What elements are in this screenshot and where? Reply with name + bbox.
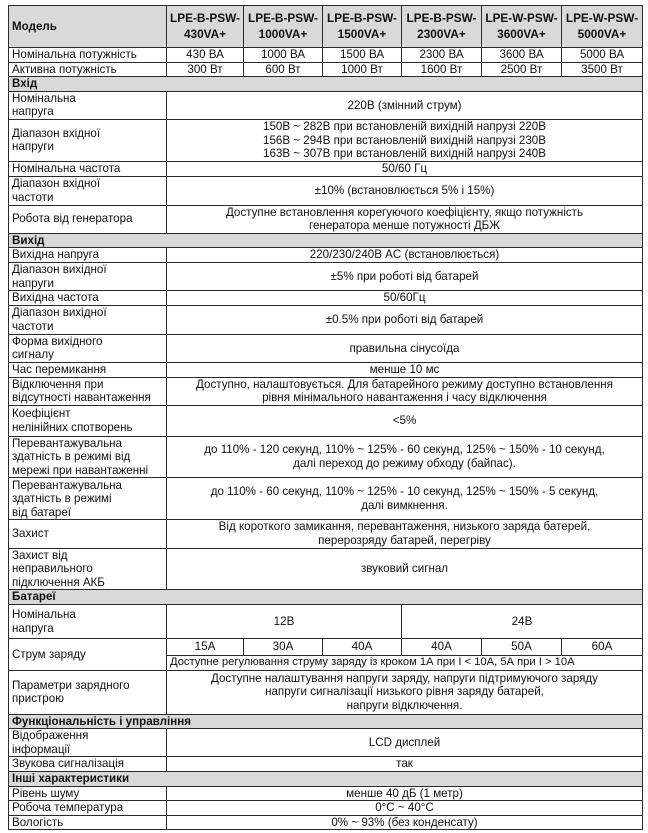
row-value: так — [167, 757, 643, 772]
cell: 30А — [244, 639, 323, 656]
cell: 5000 ВА — [562, 48, 643, 63]
spec-row — [9, 91, 643, 119]
section-title: Батареї — [9, 590, 643, 605]
spec-row — [9, 176, 643, 205]
row-value: Від короткого замикання, перевантаження, низького заряда батерей, перерозряду батарей, перегріву — [167, 520, 643, 548]
section-battery — [9, 590, 643, 605]
row-label: Звукова сигналізація — [9, 757, 167, 772]
spec-row — [9, 786, 643, 801]
row-value: 220В (змінний струм) — [167, 91, 643, 119]
spec-row — [9, 377, 643, 405]
row-value: <5% — [167, 405, 643, 436]
row-value: 220/230/240В AC (встановлюється) — [167, 248, 643, 263]
spec-row — [9, 262, 643, 290]
spec-row — [9, 548, 643, 590]
section-functions — [9, 714, 643, 729]
section-other — [9, 772, 643, 787]
row-value: Доступне встановлення корегуючого коефіцієнту, якщо потужність генератора менше потужності ДБЖ — [167, 205, 643, 233]
row-label: Вихідна частота — [9, 291, 167, 306]
row-label: Відключення при відсутності навантаження — [9, 377, 167, 405]
cell: 600 Вт — [244, 62, 323, 77]
spec-row — [9, 362, 643, 377]
section-title: Вихід — [9, 233, 643, 248]
cell: 60А — [562, 639, 643, 656]
row-label: Діапазон вихідної частоти — [9, 305, 167, 334]
row-value: звуковий сигнал — [167, 548, 643, 590]
row-value: LCD дисплей — [167, 729, 643, 757]
row-value: ±5% при роботі від батарей — [167, 262, 643, 290]
row-value: менше 40 дБ (1 метр) — [167, 786, 643, 801]
row-label: Робоча температура — [9, 801, 167, 816]
row-value: ±10% (встановлюється 5% і 15%) — [167, 176, 643, 205]
row-label: Струм заряду — [9, 639, 167, 671]
model-header: LPE-B-PSW- 2300VA+ — [402, 6, 482, 48]
row-value: правильна сінусоїда — [167, 334, 643, 362]
cell: 15А — [167, 639, 244, 656]
charge-current-row — [9, 639, 643, 656]
cell: 2300 ВА — [402, 48, 482, 63]
cell: 2500 Вт — [482, 62, 562, 77]
row-label: Форма вихідного сигналу — [9, 334, 167, 362]
row-value: до 110% - 60 секунд, 110% ~ 125% - 10 секунд, 125% ~ 150% - 5 секунд, далі вимкнення. — [167, 478, 643, 520]
model-header: LPE-B-PSW- 430VA+ — [167, 6, 244, 48]
battery-voltage-12v: 12В — [167, 605, 402, 639]
row-value: Доступно, налаштовується. Для батарейного режиму доступно встановлення рівня мінімального навантаження і часу відключення — [167, 377, 643, 405]
charge-note: Доступне регулювання струму заряду із кроком 1А при I < 10А, 5А при I > 10А — [167, 656, 643, 671]
cell: 40А — [402, 639, 482, 656]
cell: 1500 ВА — [323, 48, 402, 63]
nominal-power-row — [9, 48, 643, 63]
spec-row — [9, 729, 643, 757]
spec-row — [9, 757, 643, 772]
spec-row — [9, 161, 643, 176]
row-value: до 110% - 120 секунд, 110% ~ 125% - 60 секунд, 125% ~ 150% - 10 секунд, далі переход до режиму обходу (байпас). — [167, 436, 643, 478]
row-label: Захист — [9, 520, 167, 548]
row-value: 0°C ~ 40°C — [167, 801, 643, 816]
row-value: 150В ~ 282В при встановленій вихідній напрузі 220В 156В ~ 294В при встановленій вихідній напрузі 230В 163В ~ 307В при встановленій вихідній напрузі 240В — [167, 119, 643, 161]
spec-row — [9, 205, 643, 233]
cell: 40А — [323, 639, 402, 656]
row-label: Діапазон вхідної напруги — [9, 119, 167, 161]
cell: 1000 ВА — [244, 48, 323, 63]
cell: 300 Вт — [167, 62, 244, 77]
row-label: Рівень шуму — [9, 786, 167, 801]
header-row — [9, 6, 643, 48]
row-label: Вихідна напруга — [9, 248, 167, 263]
spec-table — [8, 5, 643, 830]
spec-row — [9, 305, 643, 334]
row-value: ±0.5% при роботі від батарей — [167, 305, 643, 334]
row-label: Номінальна потужність — [9, 48, 167, 63]
spec-row — [9, 119, 643, 161]
spec-row — [9, 248, 643, 263]
cell: 3500 Вт — [562, 62, 643, 77]
section-output — [9, 233, 643, 248]
section-title: Функціональність і управління — [9, 714, 643, 729]
row-label: Номінальна частота — [9, 161, 167, 176]
row-label: Параметри зарядного пристрою — [9, 670, 167, 714]
cell: 3600 ВА — [482, 48, 562, 63]
spec-row — [9, 801, 643, 816]
section-input — [9, 77, 643, 92]
spec-row — [9, 405, 643, 436]
spec-row — [9, 436, 643, 478]
battery-voltage-row — [9, 605, 643, 639]
row-label: Коефіцієнт нелінійних спотворень — [9, 405, 167, 436]
row-value: 0% ~ 93% (без конденсату) — [167, 815, 643, 830]
cell: 50А — [482, 639, 562, 656]
row-label: Вологість — [9, 815, 167, 830]
row-label: Робота від генератора — [9, 205, 167, 233]
battery-voltage-24v: 24В — [402, 605, 643, 639]
spec-row — [9, 478, 643, 520]
model-header: LPE-B-PSW- 1500VA+ — [323, 6, 402, 48]
row-value: Доступне налаштування напруги заряду, напруги підтримуючого заряду напруги сигналізації низького рівня заряду батарей, напруги відключення. — [167, 670, 643, 714]
model-header: LPE-W-PSW- 3600VA+ — [482, 6, 562, 48]
model-header: LPE-B-PSW- 1000VA+ — [244, 6, 323, 48]
cell: 1000 Вт — [323, 62, 402, 77]
row-label: Відображення інформації — [9, 729, 167, 757]
spec-row — [9, 520, 643, 548]
row-label: Номінальна напруга — [9, 91, 167, 119]
model-header: LPE-W-PSW- 5000VA+ — [562, 6, 643, 48]
spec-row — [9, 815, 643, 830]
active-power-row — [9, 62, 643, 77]
row-value: 50/60 Гц — [167, 161, 643, 176]
row-label: Перевантажувальна здатність в режимі від мережі при навантаженні — [9, 436, 167, 478]
row-label: Діапазон вхідної частоти — [9, 176, 167, 205]
cell: 1600 Вт — [402, 62, 482, 77]
section-title: Інші характеристики — [9, 772, 643, 787]
row-label: Захист від неправильного підключення АКБ — [9, 548, 167, 590]
cell: 430 ВА — [167, 48, 244, 63]
row-value: менше 10 мс — [167, 362, 643, 377]
charger-params-row — [9, 670, 643, 714]
row-label: Перевантажувальна здатність в режимі від батареї — [9, 478, 167, 520]
row-label: Активна потужність — [9, 62, 167, 77]
spec-row — [9, 291, 643, 306]
row-value: 50/60Гц — [167, 291, 643, 306]
row-label: Час перемикання — [9, 362, 167, 377]
section-title: Вхід — [9, 77, 643, 92]
row-label: Номінальна напруга — [9, 605, 167, 639]
row-label: Діапазон вихідної напруги — [9, 262, 167, 290]
spec-row — [9, 334, 643, 362]
model-label: Модель — [9, 6, 167, 48]
